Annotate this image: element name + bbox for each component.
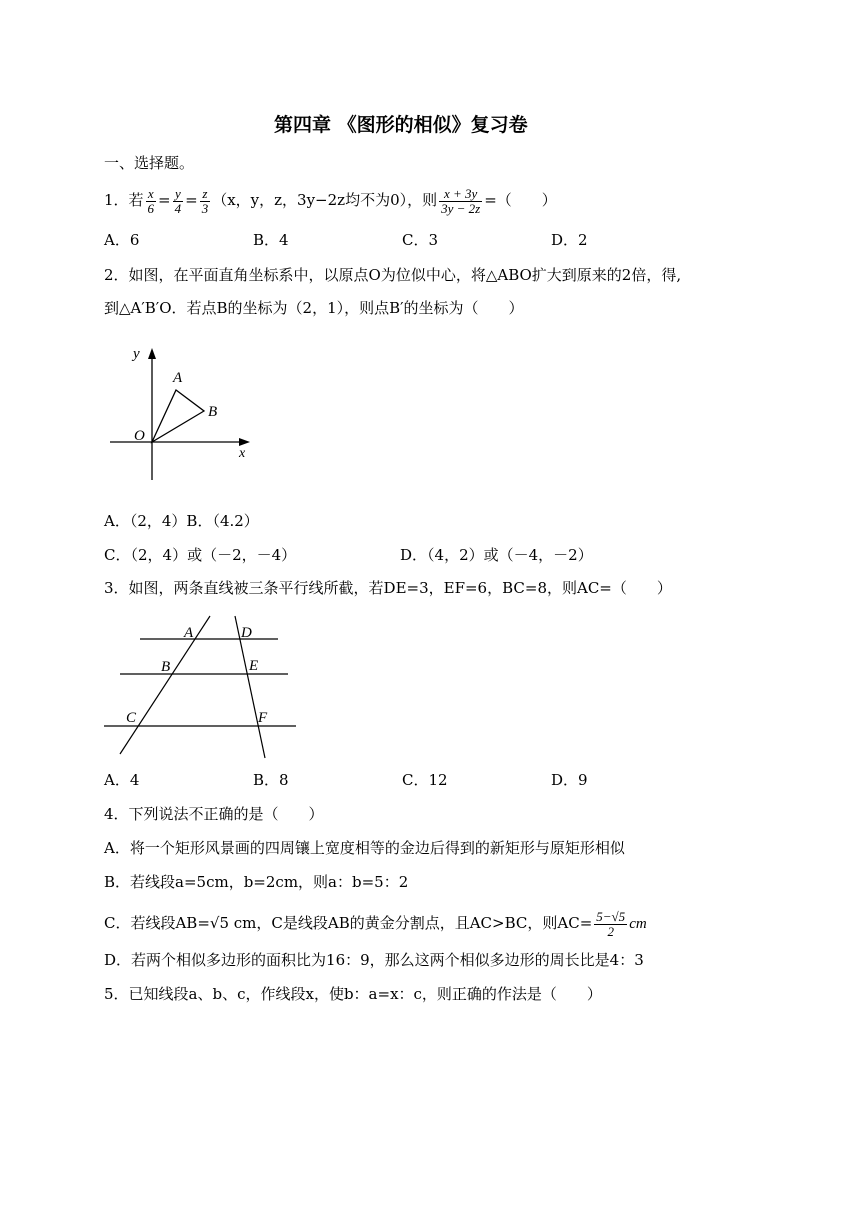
label-e: E	[249, 658, 259, 674]
coordinate-figure	[100, 340, 260, 485]
q2-line-2: 到△A′B′O．若点B的坐标为（2，1），则点B′的坐标为（ ）	[104, 299, 524, 317]
x-label: x	[239, 446, 246, 461]
question-1: 1．若 $\frac{x}{6}$ = $\frac{y}{4}$ = $\frac{z}{3}$ （x，y，z，3y−2z均不为0），则 $\frac{x + 3y}{3y - 2z}$ =（ ）	[104, 185, 557, 216]
label-d: D	[241, 625, 252, 641]
q2-line-1: 2．如图，在平面直角坐标系中，以原点O为位似中心，将△ABO扩大到原来的2倍，得,	[104, 266, 682, 284]
q1-tail: =（ ）	[484, 191, 557, 209]
q3-option-d: D．9	[551, 771, 588, 789]
q4-option-d: D．若两个相似多边形的面积比为16：9，那么这两个相似多边形的周长比是4：3	[104, 951, 644, 969]
q3-option-b: B．8	[253, 771, 289, 789]
parallel-lines-figure	[100, 612, 300, 760]
q2-option-c: C．（2，4）或（－2，－4）	[104, 546, 297, 564]
fraction-z-3: $\frac{z}{3}$	[201, 185, 209, 216]
page-title: 第四章 《图形的相似》复习卷	[274, 114, 528, 136]
origin-label: O	[134, 428, 145, 444]
label-a: A	[184, 625, 194, 641]
q4-option-b: B．若线段a=5cm，b=2cm，则a：b=5：2	[104, 873, 409, 891]
transversal-abc	[120, 616, 210, 754]
q4-option-c	[104, 906, 647, 940]
unit-cm: cm	[629, 916, 647, 932]
point-b-label: B	[208, 404, 218, 420]
q3-option-c: C．12	[402, 771, 448, 789]
y-label: y	[133, 346, 140, 362]
q4-option-c-text: C．若线段AB=√5 cm，C是线段AB的黄金分割点，且AC>BC，则AC=	[104, 914, 593, 932]
q4-option-a: A．将一个矩形风景画的四周镶上宽度相等的金边后得到的新矩形与原矩形相似	[104, 839, 625, 857]
golden-ratio-fraction: $\frac{5-√5}{2}$	[596, 908, 626, 939]
q1-option-b: B．4	[253, 231, 289, 249]
fraction-x-6: $\frac{x}{6}$	[147, 185, 155, 216]
q1-option-d: D．2	[551, 231, 588, 249]
fraction-expression: $\frac{x + 3y}{3y - 2z}$	[441, 185, 481, 216]
q1-option-a: A．6	[104, 231, 140, 249]
label-c: C	[126, 710, 137, 726]
q1-condition: （x，y，z，3y−2z均不为0），则	[212, 191, 438, 209]
x-axis-arrow	[239, 438, 250, 446]
y-axis-arrow	[148, 348, 156, 359]
triangle-abo	[152, 390, 204, 442]
q1-number: 1．若	[104, 191, 144, 209]
fraction-y-4: $\frac{y}{4}$	[174, 185, 182, 216]
label-f: F	[258, 710, 268, 726]
section-heading: 一、选择题。	[104, 154, 195, 172]
q1-option-c: C．3	[402, 231, 439, 249]
q2-option-d: D．（4，2）或（－4，－2）	[400, 546, 593, 564]
label-b: B	[161, 659, 171, 675]
point-a-label: A	[173, 370, 183, 386]
q5-text: 5．已知线段a、b、c，作线段x，使b：a=x：c，则正确的作法是（ ）	[104, 985, 602, 1003]
q3-option-a: A．4	[104, 771, 140, 789]
q4-text: 4．下列说法不正确的是（ ）	[104, 805, 324, 823]
q3-text: 3．如图，两条直线被三条平行线所截，若DE=3，EF=6，BC=8，则AC=（ ）	[104, 579, 672, 597]
q2-options-ab: A．（2，4）B．（4.2）	[104, 512, 259, 530]
